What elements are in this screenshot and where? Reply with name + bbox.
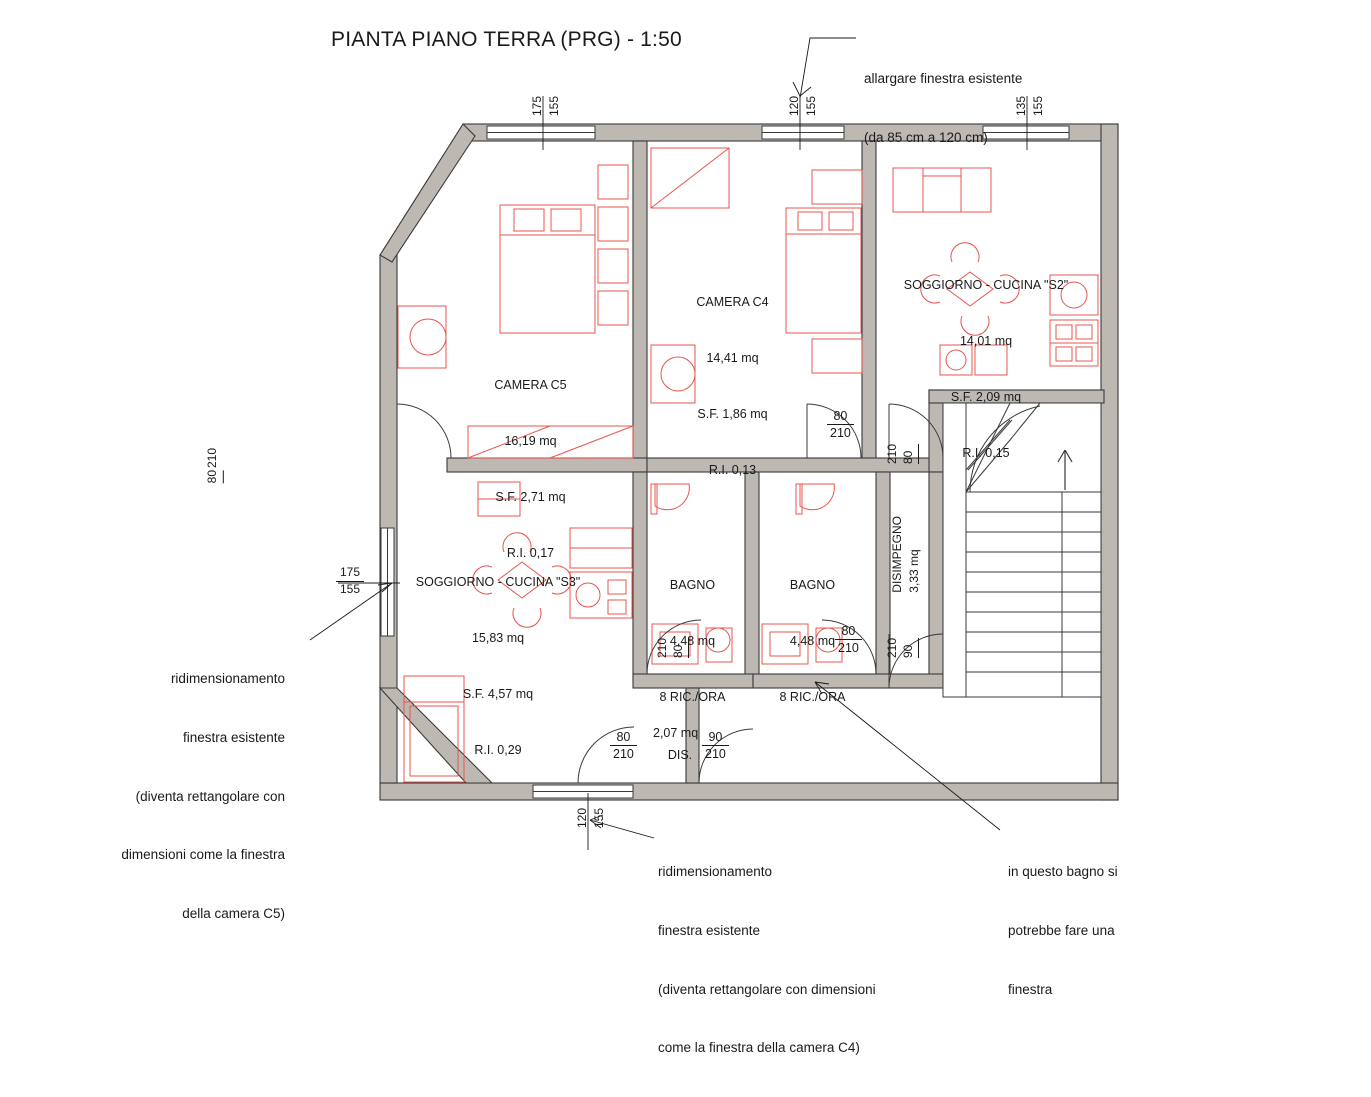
door-height: 210 xyxy=(205,448,219,469)
room-name: SOGGIORNO - CUCINA "S3" xyxy=(415,574,581,589)
note-line: allargare finestra esistente xyxy=(864,71,1023,87)
door-dim-bagno1 xyxy=(655,638,689,658)
door-height: 210 xyxy=(885,638,899,659)
door-height: 210 xyxy=(830,426,851,441)
window-dim-s2-top xyxy=(1014,96,1045,116)
room-sf: S.F. 4,57 mq xyxy=(462,687,534,701)
door-dim-bagno2 xyxy=(835,624,862,656)
window-height: 155 xyxy=(1031,96,1045,117)
room-label-dis-area: 2,07 mq xyxy=(653,726,699,740)
note-ridimensionamento-c4 xyxy=(658,823,876,1097)
window-height: 155 xyxy=(547,96,561,117)
door-height: 210 xyxy=(655,638,669,659)
note-line: (da 85 cm a 120 cm) xyxy=(864,129,988,145)
room-name: DISIMPEGNO xyxy=(890,516,904,593)
room-ri: R.I. 0,15 xyxy=(962,446,1010,461)
note-ridimensionamento-c5 xyxy=(60,630,285,963)
door-width: 80 xyxy=(835,624,862,640)
window-dim-c5-top xyxy=(530,96,561,116)
note-line: in questo bagno si xyxy=(1008,864,1118,880)
room-area: 4,48 mq xyxy=(669,633,716,648)
door-width: 80 xyxy=(671,638,689,658)
door-width: 80 xyxy=(827,409,854,425)
room-area: 15,83 mq xyxy=(471,630,525,645)
window-width: 120 xyxy=(787,96,801,117)
window-width: 175 xyxy=(336,566,364,582)
window-dim-left xyxy=(336,566,364,597)
window-height: 155 xyxy=(804,96,818,117)
room-name: DIS. xyxy=(667,747,693,762)
room-name: SOGGIORNO - CUCINA "S2" xyxy=(903,277,1069,292)
room-sf: S.F. 2,71 mq xyxy=(495,490,566,504)
door-width: 80 xyxy=(206,470,224,483)
door-width: 80 xyxy=(610,730,637,746)
window-width: 175 xyxy=(530,96,544,117)
room-ri: R.I. 0,29 xyxy=(474,743,522,758)
room-area: 16,19 mq xyxy=(504,433,557,448)
note-line: ridimensionamento xyxy=(170,671,285,687)
room-name: BAGNO xyxy=(789,577,836,592)
door-dim-dis-ingresso xyxy=(610,730,637,762)
room-ric: 8 RIC./ORA xyxy=(659,690,726,704)
door-height: 210 xyxy=(885,444,899,465)
note-line: dimensioni come la finestra xyxy=(121,847,285,863)
note-line: potrebbe fare una xyxy=(1008,922,1115,938)
window-height: 155 xyxy=(592,808,606,829)
door-width: 90 xyxy=(702,730,729,746)
room-sf: S.F. 2,09 mq xyxy=(950,390,1022,404)
room-area: 3,33 mq xyxy=(907,549,921,593)
room-name: CAMERA C5 xyxy=(494,377,567,392)
window-width: 120 xyxy=(575,808,589,829)
door-height: 210 xyxy=(705,747,726,762)
room-area: 14,01 mq xyxy=(959,333,1013,348)
note-allargare-finestra xyxy=(864,30,1022,187)
door-dim-disimpegno-top xyxy=(885,444,919,464)
door-width: 90 xyxy=(901,638,919,658)
window-dim-bottom xyxy=(575,808,606,828)
room-sf: S.F. 1,86 mq xyxy=(697,407,768,421)
room-label-camera-c4 xyxy=(660,255,805,518)
room-ri: R.I. 0,17 xyxy=(506,546,555,561)
door-dim-dis-right xyxy=(702,730,729,762)
note-bagno-finestra xyxy=(1008,823,1118,1038)
room-area: 14,41 mq xyxy=(706,350,759,365)
room-label-soggiorno-s3 xyxy=(398,535,598,798)
note-line: finestra esistente xyxy=(182,729,285,745)
note-line: come la finestra della camera C4) xyxy=(658,1040,860,1056)
door-dim-c5 xyxy=(206,448,224,483)
note-line: ridimensionamento xyxy=(658,864,773,880)
drawing-title: PIANTA PIANO TERRA (PRG) - 1:50 xyxy=(331,28,682,51)
window-height: 155 xyxy=(340,581,361,596)
door-width: 80 xyxy=(901,444,919,464)
room-name: BAGNO xyxy=(669,577,716,592)
room-ric: 8 RIC./ORA xyxy=(779,690,846,704)
door-dim-disimpegno-bottom xyxy=(885,638,919,658)
window-dim-c4-top xyxy=(787,96,818,116)
note-line: (diventa rettangolare con dimensioni xyxy=(658,981,876,997)
note-line: (diventa rettangolare con xyxy=(135,788,285,804)
window-width: 135 xyxy=(1014,96,1028,117)
door-height: 210 xyxy=(613,747,634,762)
room-area: 4,48 mq xyxy=(789,633,836,648)
door-dim-c4 xyxy=(827,409,854,441)
room-ri: R.I. 0,13 xyxy=(708,463,757,478)
note-line: finestra esistente xyxy=(658,922,761,938)
note-line: della camera C5) xyxy=(182,905,285,921)
room-label-disimpegno xyxy=(890,516,921,593)
room-name: CAMERA C4 xyxy=(696,294,769,309)
note-line: finestra xyxy=(1008,981,1053,997)
door-height: 210 xyxy=(838,641,859,656)
